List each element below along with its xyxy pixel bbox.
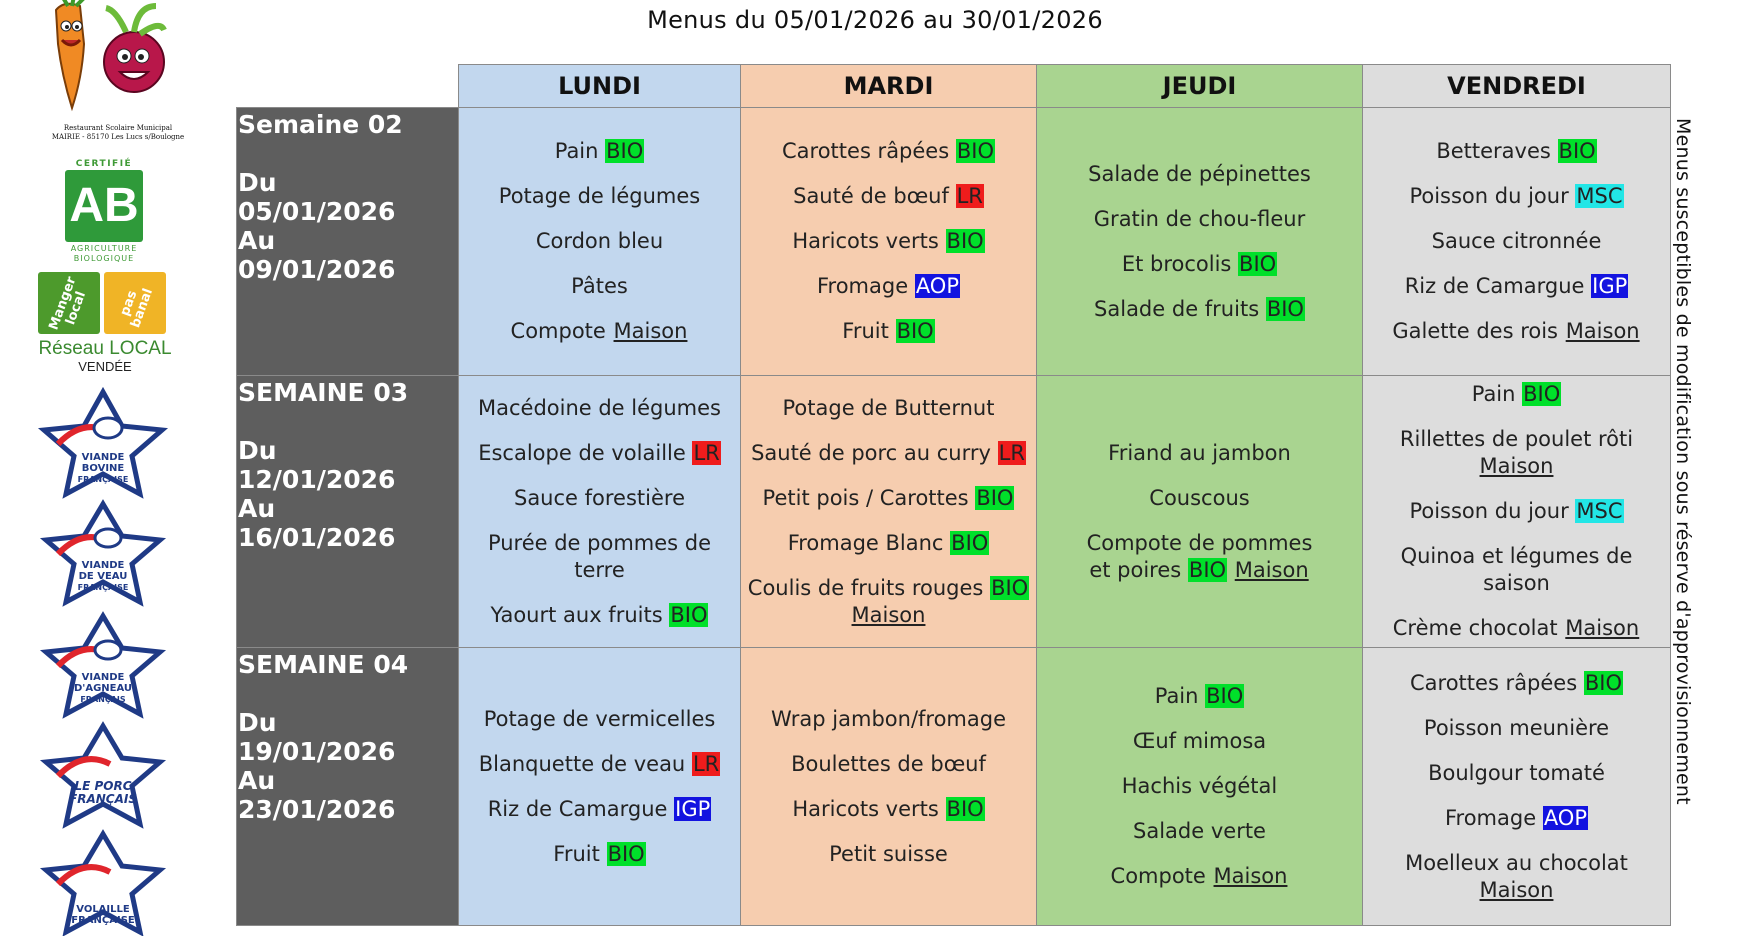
label-bio-badge: BIO (1523, 382, 1561, 406)
dish-item: Betteraves BIO (1436, 139, 1596, 163)
label-aop-badge: AOP (1543, 805, 1588, 830)
label-bio-badge: BIO (951, 530, 989, 555)
dish-item: Pain BIO (1154, 684, 1244, 708)
dish-item: Rillettes de poulet rôti Maison (1399, 427, 1634, 478)
dish-item: Fruit BIO (842, 319, 934, 343)
dish-item: Petit suisse (829, 841, 948, 866)
label-bio-badge: BIO (1188, 557, 1227, 582)
week-date-line: Du (238, 436, 277, 465)
dish-item: Poisson du jour MSC (1409, 499, 1623, 523)
day-header-lundi: LUNDI (459, 65, 741, 108)
menu-cell-lundi (459, 376, 741, 648)
menu-cell-mardi (741, 376, 1037, 648)
volaille-line2: FRANÇAISE (71, 915, 135, 926)
menu-cell-mardi (741, 108, 1037, 376)
label-bio-badge: BIO (946, 229, 984, 253)
ab-certifie-text: CERTIFIÉ (75, 159, 133, 169)
ab-agriculture-text: AGRICULTURE (70, 244, 138, 253)
week-date-line: 19/01/2026 (238, 737, 396, 766)
week-rows (237, 108, 1671, 926)
dish-item: Salade de fruits BIO (1094, 296, 1304, 321)
dish-item: Boulgour tomaté (1428, 760, 1605, 785)
dish-item: Poisson meunière (1423, 715, 1610, 740)
dish-item: Galette des rois Maison (1392, 319, 1640, 343)
week-date-line: 16/01/2026 (238, 523, 396, 552)
agneau-line2: D'AGNEAU (73, 683, 133, 694)
menu-table (236, 64, 1671, 926)
viande-bovine-logo (38, 388, 168, 498)
menu-cell-vendredi (1363, 648, 1671, 926)
page-title: Menus du 05/01/2026 au 30/01/2026 (647, 6, 1103, 34)
volaille-line1: VOLAILLE (76, 904, 130, 915)
dish-item: Riz de Camargue IGP (487, 796, 711, 821)
week-name: SEMAINE 03 (238, 378, 409, 407)
week-row (237, 376, 1671, 648)
dish-item: Pain BIO (554, 139, 644, 163)
dish-item: Escalope de volaille LR (478, 440, 720, 465)
label-lr-badge: LR (998, 440, 1025, 465)
week-date-line: Du (238, 168, 277, 197)
dish-item: Fromage AOP (816, 274, 960, 298)
pas-banal-text: pas banal (117, 286, 157, 330)
label-bio-badge: BIO (976, 485, 1014, 510)
menu-cell-lundi (459, 108, 741, 376)
table-corner (237, 65, 459, 108)
dish-item: Sauce citronnée (1431, 229, 1602, 253)
dish-item: Sauté de bœuf LR (793, 184, 983, 208)
dish-item: Compote Maison (1110, 864, 1288, 888)
week-date-line: 12/01/2026 (238, 465, 396, 494)
menu-cell-jeudi (1037, 376, 1363, 648)
viande-agneau-logo (38, 612, 168, 718)
logo-column (0, 0, 200, 926)
vegetable-mascot-logo (46, 0, 166, 112)
day-header-row (237, 65, 1671, 108)
ab-bio-logo (62, 158, 146, 268)
label-maison-badge: Maison (1479, 454, 1554, 478)
week-date-line: Du (238, 708, 277, 737)
veau-line2: DE VEAU (78, 571, 128, 582)
dish-item: Haricots verts BIO (792, 229, 984, 253)
restaurant-name: Restaurant Scolaire Municipal (63, 124, 173, 132)
dish-item: Macédoine de légumes (477, 395, 721, 420)
label-maison-badge: Maison (1479, 877, 1554, 902)
menu-cell-lundi (459, 648, 741, 926)
label-bio-badge: BIO (1206, 684, 1244, 708)
dish-item: Carottes râpées BIO (782, 139, 994, 163)
label-msc-badge: MSC (1576, 184, 1623, 208)
bovine-line1: VIANDE (81, 452, 125, 463)
week-label-cell (237, 376, 459, 648)
menu-cell-vendredi (1363, 108, 1671, 376)
label-msc-badge: MSC (1576, 499, 1623, 523)
label-maison-badge: Maison (1213, 864, 1288, 888)
viande-veau-logo (38, 500, 168, 606)
dish-item: Sauté de porc au curry LR (751, 440, 1025, 465)
dish-item: Crème chocolat Maison (1392, 616, 1640, 640)
label-lr-badge: LR (692, 751, 720, 776)
dish-item: Haricots verts BIO (792, 796, 984, 821)
dish-item: Hachis végétal (1121, 774, 1278, 798)
veau-line1: VIANDE (81, 560, 125, 571)
day-header-jeudi: JEUDI (1037, 65, 1363, 108)
menu-cell-mardi (741, 648, 1037, 926)
dish-item: Purée de pommes de terre (487, 530, 712, 582)
dish-item: Compote de pommes et poires BIO Maison (1086, 530, 1313, 582)
dish-item: Pâtes (571, 274, 628, 298)
restaurant-address: MAIRIE - 85170 Les Lucs s/Boulogne (51, 133, 185, 141)
label-maison-badge: Maison (1565, 319, 1640, 343)
dish-item: Poisson du jour MSC (1409, 184, 1623, 208)
side-note: Menus susceptibles de modification sous réserve d'approvisionnement (1672, 118, 1694, 805)
label-maison-badge: Maison (851, 602, 926, 627)
dish-item: Et brocolis BIO (1121, 251, 1277, 276)
dish-item: Blanquette de veau LR (478, 751, 720, 776)
label-maison-badge: Maison (1234, 557, 1309, 582)
dish-item: Coulis de fruits rouges BIO Maison (747, 575, 1029, 627)
vendee-text: VENDÉE (78, 359, 132, 374)
label-maison-badge: Maison (613, 319, 688, 343)
agneau-line3: FRANÇAIS (80, 695, 126, 704)
dish-item: Carottes râpées BIO (1410, 670, 1622, 695)
label-bio-badge: BIO (607, 841, 645, 866)
week-row (237, 108, 1671, 376)
label-aop-badge: AOP (915, 274, 960, 298)
dish-item: Moelleux au chocolat Maison (1405, 850, 1628, 902)
porc-line2: FRANÇAIS (69, 792, 137, 806)
week-date-line: 23/01/2026 (238, 795, 396, 824)
week-label-cell (237, 108, 459, 376)
label-bio-badge: BIO (1558, 139, 1596, 163)
menu-cell-jeudi (1037, 648, 1363, 926)
label-bio-badge: BIO (670, 602, 708, 627)
dish-item: Potage de Butternut (782, 395, 995, 420)
manger-local-logo (38, 272, 168, 334)
dish-item: Boulettes de bœuf (791, 751, 986, 776)
week-label-cell (237, 648, 459, 926)
dish-item: Quinoa et légumes de saison (1400, 544, 1633, 595)
label-bio-badge: BIO (991, 575, 1029, 600)
bovine-line2: BOVINE (81, 463, 125, 474)
dish-item: Sauce forestière (513, 485, 685, 510)
label-lr-badge: LR (693, 440, 720, 465)
dish-item: Potage de légumes (498, 184, 701, 208)
week-date-line: Au (238, 766, 276, 795)
label-bio-badge: BIO (1266, 296, 1304, 321)
label-bio-badge: BIO (1239, 251, 1277, 276)
agneau-line1: VIANDE (81, 672, 125, 683)
manger-local-text: Manger local (46, 274, 90, 333)
week-date-line: 09/01/2026 (238, 255, 396, 284)
day-header-mardi: MARDI (741, 65, 1037, 108)
dish-item: Potage de vermicelles (483, 706, 716, 731)
dish-item: Salade de pépinettes (1088, 161, 1311, 186)
dish-item: Gratin de chou-fleur (1093, 206, 1306, 231)
dish-item: Cordon bleu (535, 229, 664, 253)
ab-biologique-text: BIOLOGIQUE (73, 254, 135, 263)
week-row (237, 648, 1671, 926)
bovine-line3: FRANÇAISE (77, 475, 129, 484)
dish-item: Petit pois / Carottes BIO (762, 485, 1014, 510)
label-maison-badge: Maison (1565, 616, 1640, 640)
week-date-line: Au (238, 494, 276, 523)
porc-line1: LE PORC (74, 779, 132, 793)
veau-line3: FRANÇAISE (77, 583, 129, 592)
menu-cell-vendredi (1363, 376, 1671, 648)
dish-item: Riz de Camargue IGP (1404, 274, 1628, 298)
dish-item: Friand au jambon (1108, 440, 1291, 465)
dish-item: Œuf mimosa (1132, 729, 1267, 753)
dish-item: Fruit BIO (553, 841, 645, 866)
dish-item: Fromage AOP (1444, 805, 1588, 830)
volaille-francaise-logo (38, 830, 168, 926)
week-date-line: 05/01/2026 (238, 197, 396, 226)
week-name: SEMAINE 04 (238, 650, 409, 679)
label-bio-badge: BIO (956, 139, 994, 163)
label-bio-badge: BIO (606, 139, 644, 163)
day-header-vendredi: VENDREDI (1363, 65, 1671, 108)
label-igp-badge: IGP (1592, 274, 1628, 298)
label-lr-badge: LR (956, 184, 983, 208)
porc-francais-logo (38, 722, 168, 828)
menu-cell-jeudi (1037, 108, 1363, 376)
dish-item: Pain BIO (1471, 382, 1561, 406)
week-name: Semaine 02 (238, 110, 403, 139)
label-bio-badge: BIO (946, 796, 984, 821)
dish-item: Compote Maison (510, 319, 688, 343)
dish-item: Yaourt aux fruits BIO (490, 602, 708, 627)
dish-item: Couscous (1149, 485, 1250, 510)
label-igp-badge: IGP (675, 796, 711, 821)
label-bio-badge: BIO (896, 319, 934, 343)
label-bio-badge: BIO (1584, 670, 1622, 695)
dish-item: Salade verte (1133, 819, 1266, 843)
week-date-line: Au (238, 226, 276, 255)
ab-mark: AB (69, 179, 139, 232)
dish-item: Fromage Blanc BIO (787, 530, 989, 555)
reseau-local-text: Réseau LOCAL (38, 338, 172, 359)
dish-item: Wrap jambon/fromage (770, 706, 1007, 731)
